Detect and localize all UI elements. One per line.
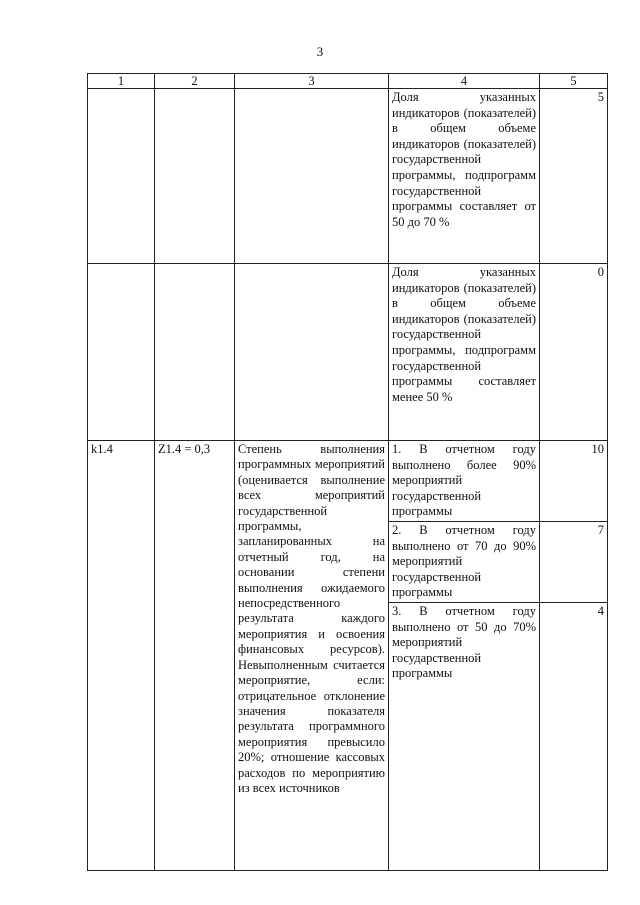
column-header: 5 (540, 74, 608, 89)
table-header-row (88, 74, 608, 89)
score-cell: 0 (540, 264, 608, 441)
criterion-cell: 2. В отчетном году выполнено от 70 до 90% мероприятий государственной программы (389, 522, 540, 603)
column-header: 1 (88, 74, 155, 89)
criteria-table (87, 73, 608, 871)
criterion-cell: 1. В отчетном году выполнено более 90% мероприятий государственной программы (389, 441, 540, 522)
table-row (88, 441, 608, 522)
empty-cell (155, 264, 235, 441)
page-number: 3 (316, 44, 324, 59)
score-cell: 7 (540, 522, 608, 603)
table-row (88, 89, 608, 264)
criterion-cell: 3. В отчетном году выполнено от 50 до 70% мероприятий государственной программы (389, 603, 540, 871)
criterion-cell: Доля указанных индикаторов (показателей) в общем объеме индикаторов (показателей) государственной программы, подпрограмм государственной программы составляет менее 50 % (389, 264, 540, 441)
empty-cell (235, 89, 389, 264)
indicator-description-cell: Степень выполнения программных мероприятий (оценивается выполнение всех мероприятий государственной программы, запланированных на отчетный год, на основании степени выполнения ожидаемого непосредственного результата каждого мероприятия и освоения финансовых ресурсов). Невыполненным считается мероприятие, если: отрицательное отклонение значения показателя результата программного мероприятия превысило 20%; отношение кассовых расходов по мероприятию из всех источников (235, 441, 389, 871)
indicator-code-cell: k1.4 (88, 441, 155, 871)
column-header: 4 (389, 74, 540, 89)
empty-cell (155, 89, 235, 264)
column-header: 2 (155, 74, 235, 89)
indicator-weight-cell: Z1.4 = 0,3 (155, 441, 235, 871)
empty-cell (88, 264, 155, 441)
score-cell: 10 (540, 441, 608, 522)
criterion-cell: Доля указанных индикаторов (показателей) в общем объеме индикаторов (показателей) государственной программы, подпрограмм государственной программы составляет от 50 до 70 % (389, 89, 540, 264)
empty-cell (88, 89, 155, 264)
score-cell: 5 (540, 89, 608, 264)
column-header: 3 (235, 74, 389, 89)
empty-cell (235, 264, 389, 441)
score-cell: 4 (540, 603, 608, 871)
table-row (88, 264, 608, 441)
